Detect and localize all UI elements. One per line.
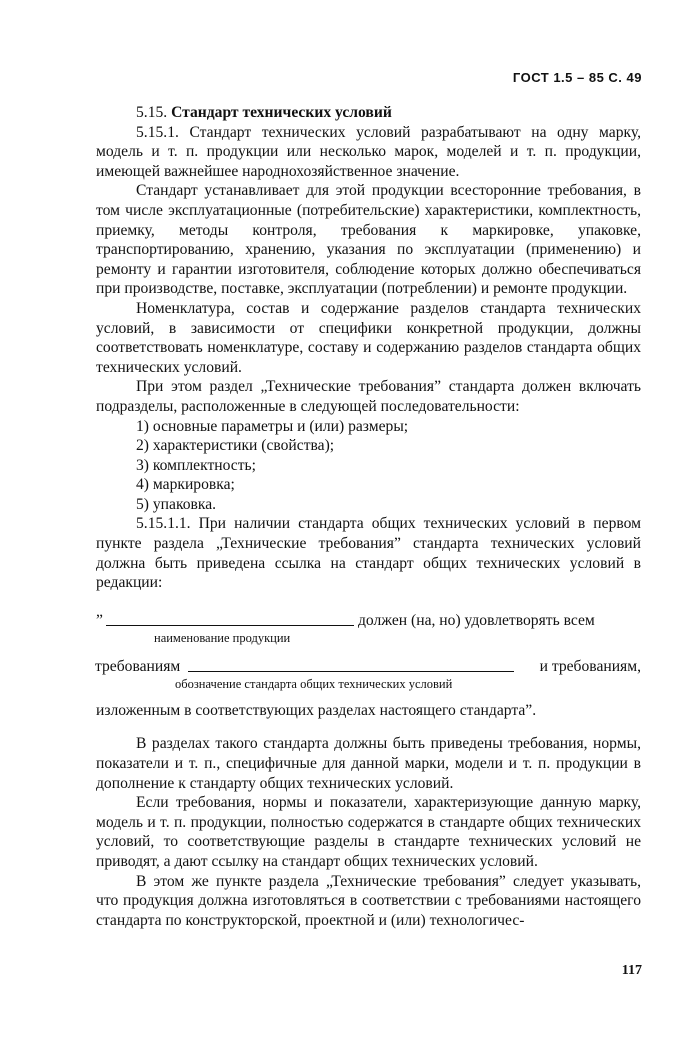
- open-quote: ”: [96, 611, 103, 629]
- list-item: 2) характеристики (свойства);: [136, 437, 335, 455]
- list-item: 5) упаковка.: [136, 495, 217, 513]
- running-header: ГОСТ 1.5 – 85 С. 49: [512, 70, 642, 85]
- paragraph-specific-requirements: В разделах такого стандарта должны быть приведены требования, нормы, показатели и т. п., специфичные для данной марки, модели и т. п. продукции в дополнение к стандарту общих технических условий.: [96, 735, 641, 792]
- form-line1-tail: должен (на, но) удовлетворять всем: [358, 611, 595, 629]
- list-item: 3) комплектность;: [136, 456, 256, 474]
- spacer: [96, 593, 641, 611]
- form-line-standard: [96, 657, 641, 677]
- form-line2-tail: и требованиям,: [539, 657, 641, 675]
- list-item: 4) маркировка;: [136, 476, 235, 494]
- caption-standard-designation: обозначение стандарта общих технических условий: [175, 676, 453, 691]
- form-line-closing: изложенным в соответствующих разделах настоящего стандарта”.: [96, 701, 537, 719]
- paragraph-documentation: В этом же пункте раздела „Технические требования” следует указывать, что продукция должна изготовляться в соответствии с требованиями настоящего стандарта по конструкторской, проектной и (или) технологичес-: [96, 872, 641, 929]
- section-number: 5.15.: [136, 104, 168, 121]
- section-heading: [96, 103, 641, 123]
- caption-product-name: наименование продукции: [154, 630, 291, 645]
- paragraph-requirements: Стандарт устанавливает для этой продукции всесторонние требования, в том числе эксплуатационные (потребительские) характеристики, комплектность, приемку, методы контроля, требования к маркировке, упаковке, транспортированию, хранению, указания по эксплуатации (применению) и ремонту и гарантии изготовителя, соблюдение которых должно обеспечиваться при производстве, поставке, эксплуатации (потреблении) и ремонте продукции.: [96, 182, 641, 298]
- clause-number: 5.15.1.1.: [136, 515, 191, 533]
- paragraph-full-coverage: Если требования, нормы и показатели, характеризующие данную марку, модель и т. п. продукции, полностью содержатся в стандарте общих технических условий, то соответствующие разделы в стандарте технических условий не приводят, а дают ссылку на стандарт общих технических условий.: [96, 794, 641, 870]
- page-body: [96, 103, 641, 930]
- paragraph-5-15-1-1: [96, 514, 641, 592]
- form-line2-head: требованиям: [95, 657, 181, 675]
- section-title: Стандарт технических условий: [171, 104, 392, 121]
- paragraph-5-15-1: [96, 123, 641, 182]
- page-number: 117: [621, 963, 642, 978]
- paragraph-text: Стандарт технических условий разрабатывают на одну марку, модель и т. п. продукции или несколько марок, моделей и т. п. продукции, имеющей важнейшее народнохозяйственное значение.: [96, 123, 641, 180]
- clause-number: 5.15.1.: [136, 123, 179, 141]
- blank-product-name: [106, 625, 354, 626]
- paragraph-text: При наличии стандарта общих технических условий в первом пункте раздела „Технические требования” стандарта технических условий должна быть приведена ссылка на стандарт общих технических условий в редакции:: [96, 515, 641, 592]
- subsection-list: [96, 417, 641, 515]
- form-line-product: [96, 611, 641, 631]
- paragraph-subsections-intro: При этом раздел „Технические требования” стандарта должен включать подразделы, расположенные в следующей последовательности:: [96, 378, 641, 415]
- blank-standard-designation: [188, 671, 514, 672]
- paragraph-nomenclature: Номенклатура, состав и содержание разделов стандарта технических условий, в зависимости от специфики конкретной продукции, должны соответствовать номенклатуре, составу и содержанию разделов стандарта общих технических условий.: [96, 299, 641, 376]
- spacer: [96, 720, 641, 734]
- list-item: 1) основные параметры и (или) размеры;: [136, 417, 409, 435]
